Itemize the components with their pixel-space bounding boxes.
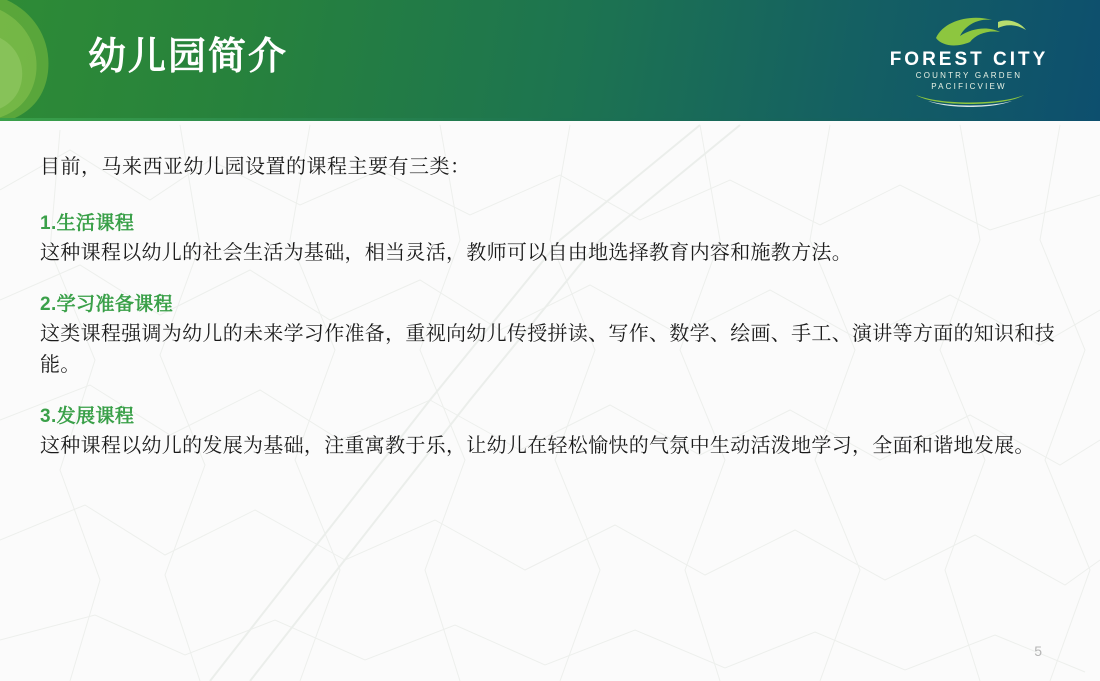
slide-content: [40, 152, 1070, 484]
section-1-title: 1.生活课程: [40, 213, 135, 234]
section-3-body: 这种课程以幼儿的发展为基础，注重寓教于乐，让幼儿在轻松愉快的气氛中生动活泼地学习，全面和谐地发展。: [40, 435, 1035, 457]
logo-subtitle-country-garden: COUNTRY GARDEN: [915, 71, 1023, 80]
section-2: [40, 291, 1070, 381]
section-2-body: 这类课程强调为幼儿的未来学习作准备，重视向幼儿传授拼读、写作、数学、绘画、手工、演讲等方面的知识和技能。: [40, 323, 1055, 376]
slide-header: [0, 0, 1100, 118]
intro-paragraph: 目前，马来西亚幼儿园设置的课程主要有三类：: [40, 156, 471, 178]
section-3: [40, 403, 1070, 462]
logo-name: FOREST CITY: [889, 49, 1049, 70]
logo-subtitle-pacificview: PACIFICVIEW: [931, 82, 1007, 91]
section-3-title: 3.发展课程: [40, 406, 135, 427]
section-1-body: 这种课程以幼儿的社会生活为基础，相当灵活，教师可以自由地选择教育内容和施教方法。: [40, 242, 852, 264]
section-2-title: 2.学习准备课程: [40, 294, 174, 315]
page-number: 5: [1034, 643, 1042, 659]
swoosh-icon: [880, 93, 1058, 107]
forest-city-crest-icon: [880, 14, 1058, 48]
forest-city-logo: [880, 14, 1058, 106]
section-1: [40, 210, 1070, 269]
header-divider: [0, 118, 1100, 121]
page-title: 幼儿园简介: [88, 36, 289, 78]
